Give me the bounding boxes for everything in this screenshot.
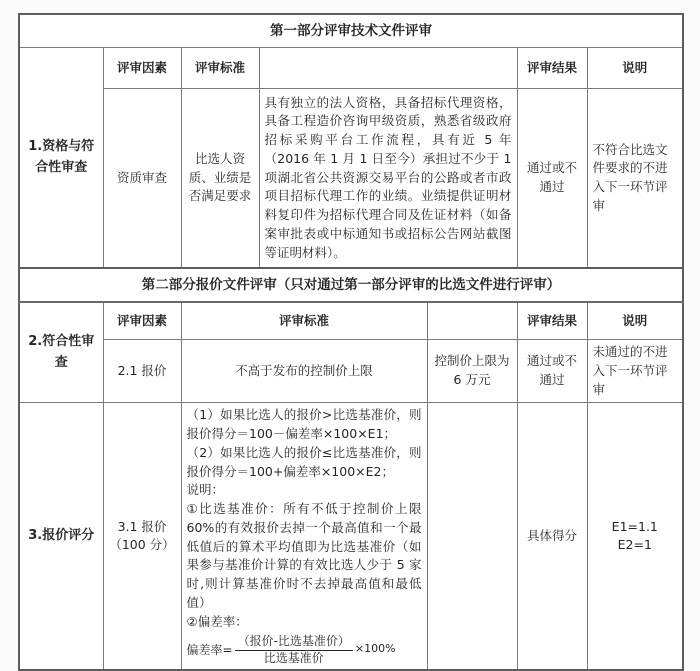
part1-factor-cell: 资质审查 xyxy=(103,89,181,269)
part1-header-note: 说明 xyxy=(587,48,683,89)
part2-header-note: 说明 xyxy=(587,302,683,340)
part2-content-row xyxy=(19,340,683,403)
part1-content-row xyxy=(19,89,683,269)
deviation-rate-formula xyxy=(187,634,422,666)
part2-title-row xyxy=(19,268,683,302)
formula-rhs: ×100% xyxy=(354,641,396,655)
part3-criteria-cell xyxy=(181,403,427,671)
part3-result-cell: 具体得分 xyxy=(517,403,587,671)
part2-note-cell: 未通过的不进入下一环节评审 xyxy=(587,340,683,403)
part2-category-cell: 2.符合性审查 xyxy=(19,302,103,403)
part1-header-result: 评审结果 xyxy=(517,48,587,89)
part1-title: 第一部分评审技术文件评审 xyxy=(19,14,683,48)
part3-factor-cell: 3.1 报价 （100 分） xyxy=(103,403,181,671)
part2-criteria-cell: 不高于发布的控制价上限 xyxy=(181,340,427,403)
part1-header-row xyxy=(19,48,683,89)
part2-header-row xyxy=(19,302,683,340)
part1-header-factor: 评审因素 xyxy=(103,48,181,89)
part2-result-cell: 通过或不通过 xyxy=(517,340,587,403)
part3-note-cell: E1=1.1 E2=1 xyxy=(587,403,683,671)
part1-category-cell: 1.资格与符合性审查 xyxy=(19,48,103,269)
part1-detail-cell: 具有独立的法人资格，具备招标代理资格，具备工程造价咨询甲级资质，熟悉省级政府招标采购平台工作流程，具有近 5 年（2016 年 1 月 1 日至今）承担过不少于 1 项湖北省公共资源交易平台的公路或者市政项目招标代理工作的业绩。业绩提供证明材料复印件为招标代理合同及佐证材料（如备案审批表或中标通知书或招标公告网站截图等证明材料）。 xyxy=(259,89,517,269)
part2-header-factor: 评审因素 xyxy=(103,302,181,340)
part3-content-row xyxy=(19,403,683,671)
formula-denominator: 比选基准价 xyxy=(263,650,324,665)
part2-header-result: 评审结果 xyxy=(517,302,587,340)
part2-header-spacer xyxy=(427,302,517,340)
part2-limit-cell: 控制价上限为 6 万元 xyxy=(427,340,517,403)
part3-category-cell: 3.报价评分 xyxy=(19,403,103,671)
part3-spacer-cell xyxy=(427,403,517,671)
formula-fraction xyxy=(235,634,353,666)
part1-header-spacer xyxy=(259,48,517,89)
formula-numerator: （报价-比选基准价） xyxy=(235,634,353,651)
part1-title-row xyxy=(19,14,683,48)
evaluation-criteria-table xyxy=(18,13,684,671)
part2-header-criteria: 评审标准 xyxy=(181,302,427,340)
part3-criteria-text: （1）如果比选人的报价>比选基准价，则报价得分＝100－偏差率×100×E1； （2）如果比选人的报价≤比选基准价，则报价得分＝100+偏差率×100×E2； 说明： ①比选基准价：所有不低于控制价上限60%的有效报价去掉一个最高值和一个最低值后的算术平均值即为比选基准价（如果参与基准价计算的有效比选人少于 5 家时,则计算基准价时不去掉最高值和最低值） ②偏差率： xyxy=(186,407,422,629)
part1-criteria-cell: 比选人资质、业绩是否满足要求 xyxy=(181,89,259,269)
part2-factor-cell: 2.1 报价 xyxy=(103,340,181,403)
part2-title: 第二部分报价文件评审（只对通过第一部分评审的比选文件进行评审） xyxy=(19,268,683,302)
part1-note-cell: 不符合比选文件要求的不进入下一环节评审 xyxy=(587,89,683,269)
formula-lhs: 偏差率= xyxy=(186,643,233,658)
part1-header-criteria: 评审标准 xyxy=(181,48,259,89)
part1-result-cell: 通过或不通过 xyxy=(517,89,587,269)
